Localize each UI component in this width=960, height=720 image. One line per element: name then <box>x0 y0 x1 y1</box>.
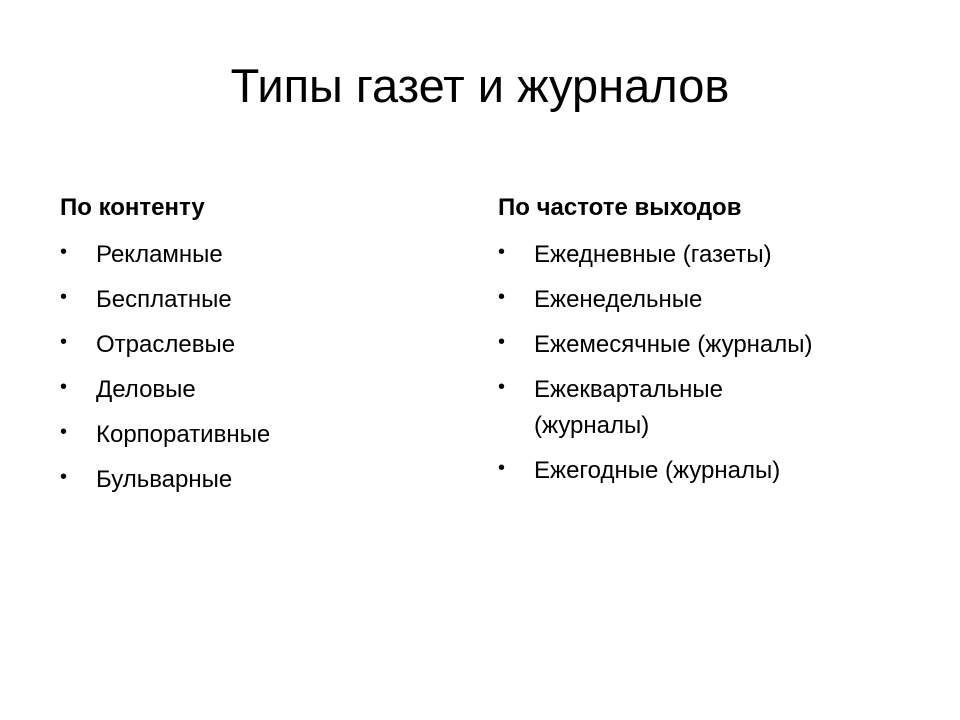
bullet-icon: • <box>60 421 68 443</box>
frequency-column <box>498 193 898 498</box>
list-item <box>498 327 898 363</box>
list-item <box>498 372 834 444</box>
list-item <box>60 237 440 273</box>
list-item-text: Ежеквартальные (журналы) <box>534 376 723 439</box>
list-item <box>60 372 440 408</box>
slide-title: Типы газет и журналов <box>230 59 730 112</box>
bullet-icon: • <box>60 286 68 308</box>
list-item-text: Бульварные <box>96 466 233 493</box>
list-item-text: Деловые <box>96 376 196 403</box>
list-item <box>498 237 898 273</box>
content-type-column <box>60 193 440 507</box>
bullet-icon: • <box>60 376 68 398</box>
bullet-icon: • <box>498 331 506 353</box>
content-type-list <box>60 237 440 498</box>
list-item-text: Ежедневные (газеты) <box>534 241 772 268</box>
list-item-text: Ежегодные (журналы) <box>534 457 781 484</box>
list-item <box>60 417 440 453</box>
list-item-text: Ежемесячные (журналы) <box>534 331 813 358</box>
bullet-icon: • <box>60 331 68 353</box>
bullet-icon: • <box>498 457 506 479</box>
list-item-text: Еженедельные <box>534 286 703 313</box>
list-item <box>60 327 440 363</box>
bullet-icon: • <box>60 241 68 263</box>
list-item <box>60 462 440 498</box>
frequency-heading: По частоте выходов <box>498 194 742 221</box>
list-item <box>60 282 440 318</box>
bullet-icon: • <box>498 241 506 263</box>
bullet-icon: • <box>498 376 506 398</box>
list-item-text: Бесплатные <box>96 286 232 313</box>
bullet-icon: • <box>60 466 68 488</box>
list-item-text: Отраслевые <box>96 331 236 358</box>
list-item <box>498 453 898 489</box>
list-item-text: Рекламные <box>96 241 223 268</box>
content-type-heading: По контенту <box>60 194 205 221</box>
frequency-list <box>498 237 898 489</box>
list-item <box>498 282 898 318</box>
bullet-icon: • <box>498 286 506 308</box>
list-item-text: Корпоративные <box>96 421 271 448</box>
